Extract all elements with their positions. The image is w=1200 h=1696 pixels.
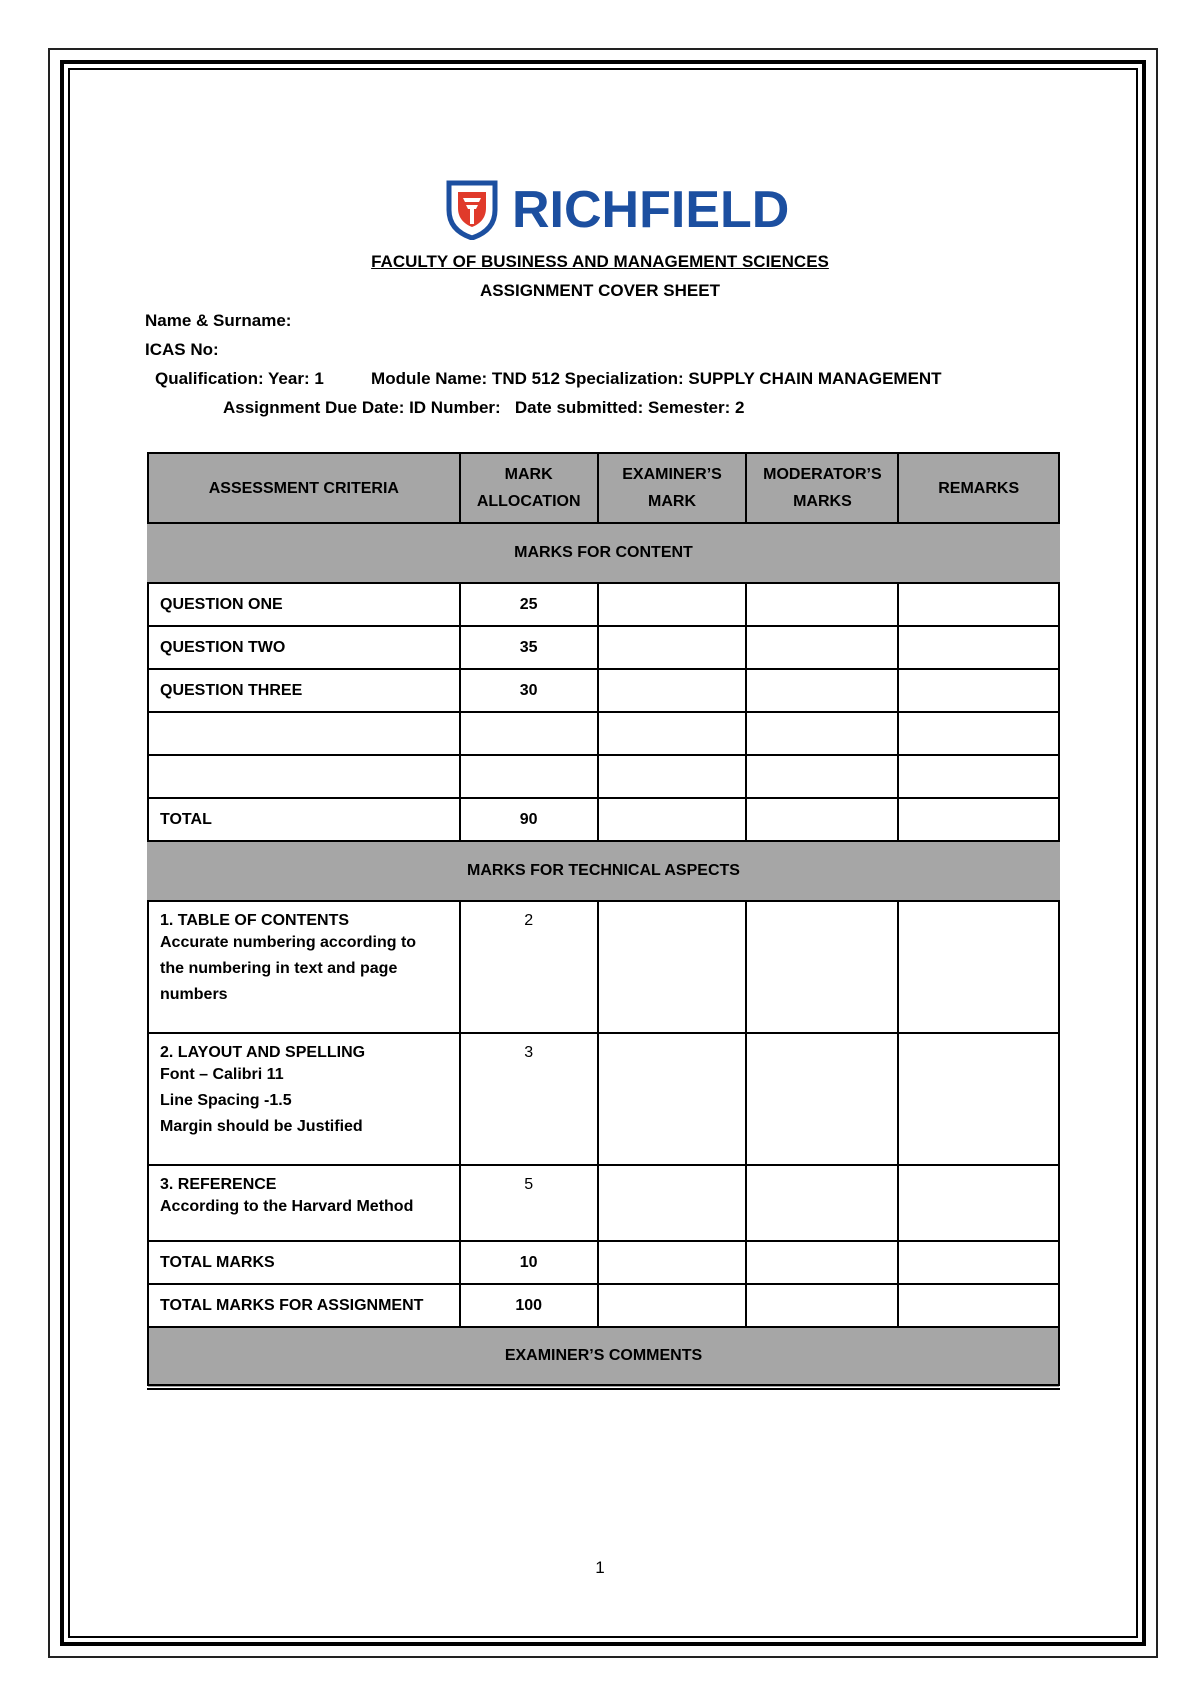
header-moderators-marks: MODERATOR’S MARKS (746, 453, 898, 523)
examiner-mark-cell[interactable] (598, 712, 747, 755)
table-row-total-marks (148, 1241, 1059, 1284)
remarks-cell[interactable] (898, 798, 1059, 841)
shield-icon (446, 180, 498, 240)
examiner-mark-cell[interactable] (598, 626, 747, 669)
moderator-mark-cell[interactable] (746, 1284, 898, 1327)
examiner-mark-cell[interactable] (598, 798, 747, 841)
qualification-module-line: Qualification: Year: 1 Module Name: TND 512 Specialization: SUPPLY CHAIN MANAGEMENT (155, 369, 942, 388)
criteria-description-line: the numbering in text and page (160, 960, 398, 977)
moderator-mark-cell[interactable] (746, 901, 898, 1033)
criteria-cell (148, 901, 460, 1033)
mark-cell[interactable] (460, 755, 598, 798)
criteria-title: 2. LAYOUT AND SPELLING (160, 1044, 366, 1061)
mark-cell: 35 (460, 626, 598, 669)
criteria-cell (148, 1033, 460, 1165)
remarks-cell[interactable] (898, 712, 1059, 755)
criteria-description-line: Margin should be Justified (160, 1118, 363, 1135)
examiner-mark-cell[interactable] (598, 1241, 747, 1284)
criteria-cell: TOTAL (148, 798, 460, 841)
richfield-logo (446, 180, 789, 240)
remarks-cell[interactable] (898, 669, 1059, 712)
mark-cell[interactable] (460, 712, 598, 755)
moderator-mark-cell[interactable] (746, 798, 898, 841)
table-row (148, 1165, 1059, 1241)
examiner-comments-row (148, 1327, 1059, 1387)
moderator-mark-cell[interactable] (746, 669, 898, 712)
mark-cell: 90 (460, 798, 598, 841)
criteria-cell: TOTAL MARKS FOR ASSIGNMENT (148, 1284, 460, 1327)
criteria-cell[interactable] (148, 755, 460, 798)
mark-cell: 2 (460, 901, 598, 1033)
section-marks-for-technical-aspects: MARKS FOR TECHNICAL ASPECTS (148, 841, 1059, 901)
mark-cell: 25 (460, 583, 598, 626)
remarks-cell[interactable] (898, 755, 1059, 798)
criteria-cell: QUESTION THREE (148, 669, 460, 712)
faculty-heading: FACULTY OF BUSINESS AND MANAGEMENT SCIENCES (371, 252, 829, 271)
moderator-mark-cell[interactable] (746, 755, 898, 798)
table-row (148, 712, 1059, 755)
header-examiners-mark: EXAMINER’S MARK (598, 453, 747, 523)
moderator-mark-cell[interactable] (746, 626, 898, 669)
section-row-technical (148, 841, 1059, 901)
moderator-mark-cell[interactable] (746, 583, 898, 626)
table-row (148, 583, 1059, 626)
page-number: 1 (595, 1558, 605, 1577)
due-date-line: Assignment Due Date: ID Number: Date submitted: Semester: 2 (223, 398, 745, 417)
criteria-description-line: Accurate numbering according to (160, 934, 417, 951)
remarks-cell[interactable] (898, 1033, 1059, 1165)
remarks-cell[interactable] (898, 1241, 1059, 1284)
examiner-mark-cell[interactable] (598, 755, 747, 798)
mark-cell: 10 (460, 1241, 598, 1284)
mark-cell: 3 (460, 1033, 598, 1165)
examiner-mark-cell[interactable] (598, 583, 747, 626)
moderator-mark-cell[interactable] (746, 712, 898, 755)
header-remarks: REMARKS (898, 453, 1059, 523)
header-assessment-criteria: ASSESSMENT CRITERIA (148, 453, 460, 523)
remarks-cell[interactable] (898, 626, 1059, 669)
moderator-mark-cell[interactable] (746, 1165, 898, 1241)
remarks-cell[interactable] (898, 1284, 1059, 1327)
remarks-cell[interactable] (898, 583, 1059, 626)
table-row-total (148, 798, 1059, 841)
table-row (148, 626, 1059, 669)
criteria-cell: TOTAL MARKS (148, 1241, 460, 1284)
icas-number-field: ICAS No: (145, 340, 219, 359)
table-row (148, 669, 1059, 712)
header-mark-allocation: MARK ALLOCATION (460, 453, 598, 523)
criteria-cell: QUESTION TWO (148, 626, 460, 669)
criteria-cell[interactable] (148, 712, 460, 755)
examiner-comments-heading: EXAMINER’S COMMENTS (148, 1327, 1059, 1387)
table-row (148, 901, 1059, 1033)
examiner-mark-cell[interactable] (598, 1165, 747, 1241)
criteria-cell (148, 1165, 460, 1241)
name-surname-field: Name & Surname: (145, 311, 292, 330)
table-row (148, 1033, 1059, 1165)
section-row-content (148, 523, 1059, 583)
criteria-description-line: numbers (160, 986, 228, 1003)
criteria-cell: QUESTION ONE (148, 583, 460, 626)
examiner-mark-cell[interactable] (598, 901, 747, 1033)
examiner-mark-cell[interactable] (598, 669, 747, 712)
moderator-mark-cell[interactable] (746, 1241, 898, 1284)
brand-name: RICHFIELD (512, 181, 790, 239)
examiner-mark-cell[interactable] (598, 1033, 747, 1165)
assessment-table (147, 452, 1060, 1390)
remarks-cell[interactable] (898, 901, 1059, 1033)
table-header-row (148, 453, 1059, 523)
mark-cell: 30 (460, 669, 598, 712)
mark-cell: 100 (460, 1284, 598, 1327)
criteria-title: 1. TABLE OF CONTENTS (160, 912, 350, 929)
cover-sheet-title: ASSIGNMENT COVER SHEET (480, 281, 720, 300)
section-marks-for-content: MARKS FOR CONTENT (148, 523, 1059, 583)
criteria-description-line: Font – Calibri 11 (160, 1066, 284, 1083)
table-row (148, 755, 1059, 798)
criteria-description-line: Line Spacing -1.5 (160, 1092, 292, 1109)
criteria-title: 3. REFERENCE (160, 1176, 277, 1193)
examiner-mark-cell[interactable] (598, 1284, 747, 1327)
remarks-cell[interactable] (898, 1165, 1059, 1241)
mark-cell: 5 (460, 1165, 598, 1241)
criteria-description-line: According to the Harvard Method (160, 1198, 414, 1215)
moderator-mark-cell[interactable] (746, 1033, 898, 1165)
table-row-total-assignment (148, 1284, 1059, 1327)
